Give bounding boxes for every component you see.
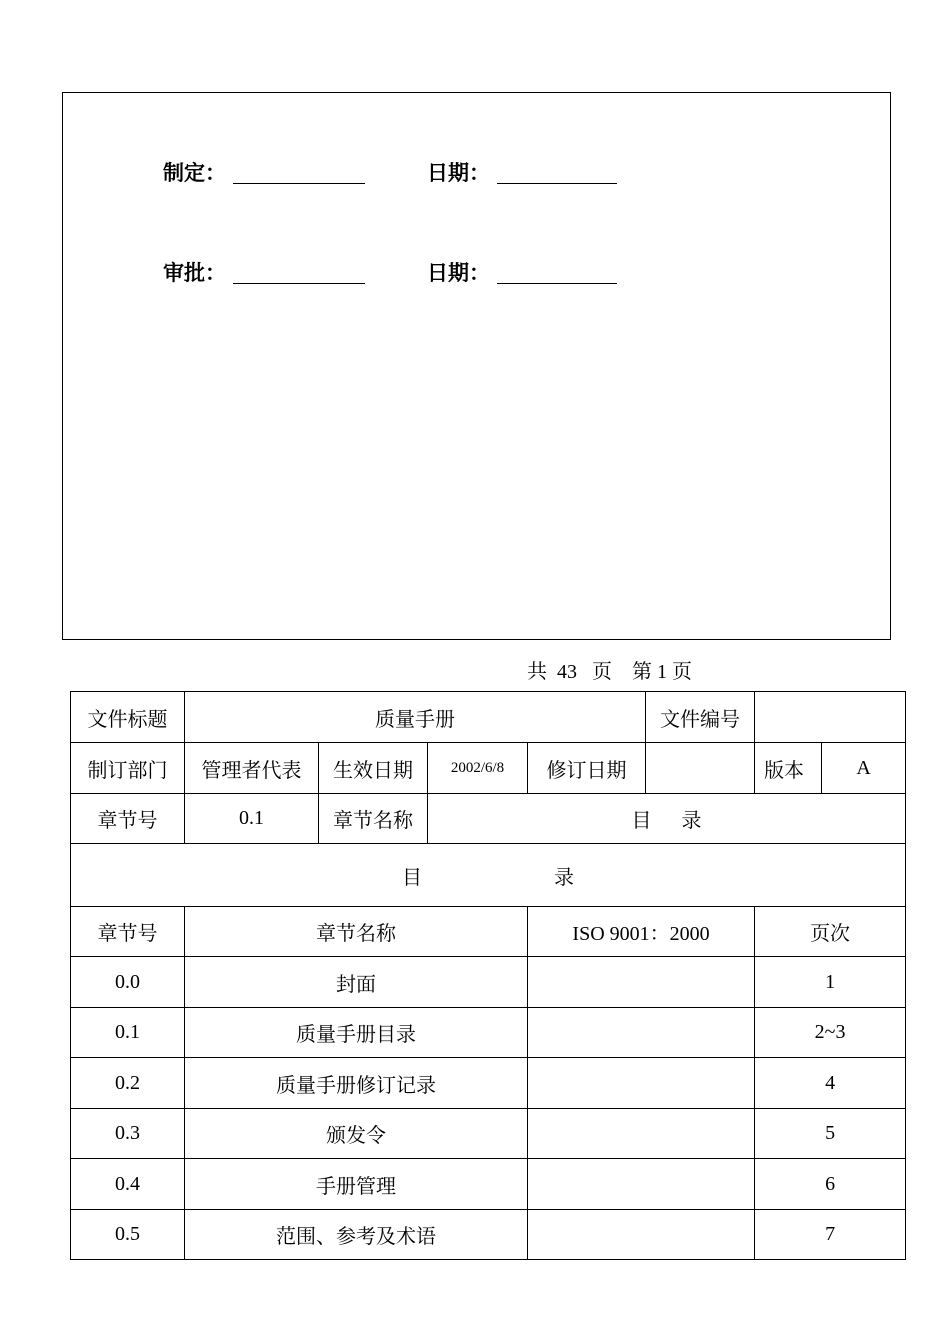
row-no: 0.2 <box>71 1058 185 1109</box>
table-row <box>71 1210 906 1260</box>
version-value: A <box>822 743 906 794</box>
toc-header-row <box>71 907 906 957</box>
title-value: 质量手册 <box>185 692 646 743</box>
revise-date-value <box>646 743 755 794</box>
toc-title <box>71 844 906 907</box>
row-page: 1 <box>755 957 906 1008</box>
row-page: 2~3 <box>755 1008 906 1058</box>
toc-title-right: 录 <box>554 866 575 889</box>
row-no: 0.0 <box>71 957 185 1008</box>
table-row <box>71 957 906 1008</box>
approved-date-label: 日期： <box>427 261 490 285</box>
doc-no-label: 文件编号 <box>646 692 755 743</box>
row-page: 7 <box>755 1210 906 1260</box>
effective-date-value: 2002/6/8 <box>428 743 528 794</box>
row-no: 0.5 <box>71 1210 185 1260</box>
version-label: 版本 <box>755 743 822 794</box>
row-name: 颁发令 <box>185 1109 528 1159</box>
row-page: 5 <box>755 1109 906 1159</box>
section-name-label: 章节名称 <box>319 794 428 844</box>
toc-title-left: 目 <box>402 866 423 889</box>
row-page: 6 <box>755 1159 906 1210</box>
dept-value: 管理者代表 <box>185 743 319 794</box>
header-row-section <box>71 794 906 844</box>
table-row <box>71 1008 906 1058</box>
row-iso <box>528 1210 755 1260</box>
row-name: 范围、参考及术语 <box>185 1210 528 1260</box>
col-iso: ISO 9001：2000 <box>528 907 755 957</box>
title-label: 文件标题 <box>71 692 185 743</box>
table-row <box>71 1159 906 1210</box>
row-name: 质量手册修订记录 <box>185 1058 528 1109</box>
row-name: 质量手册目录 <box>185 1008 528 1058</box>
row-iso <box>528 1058 755 1109</box>
dept-label: 制订部门 <box>71 743 185 794</box>
prepared-date-label: 日期： <box>427 161 490 185</box>
header-row-dept <box>71 743 906 794</box>
revise-date-label: 修订日期 <box>528 743 646 794</box>
approved-label: 审批： <box>163 261 226 285</box>
row-no: 0.1 <box>71 1008 185 1058</box>
row-iso <box>528 1109 755 1159</box>
row-name: 手册管理 <box>185 1159 528 1210</box>
row-no: 0.4 <box>71 1159 185 1210</box>
document-table <box>70 691 906 1260</box>
prepared-signature-line[interactable] <box>233 183 365 184</box>
page-count: 共 43 页 第 1 页 <box>527 661 692 683</box>
approved-date-line[interactable] <box>497 283 617 284</box>
table-row <box>71 1109 906 1159</box>
row-page: 4 <box>755 1058 906 1109</box>
col-section-name: 章节名称 <box>185 907 528 957</box>
row-no: 0.3 <box>71 1109 185 1159</box>
prepared-date-line[interactable] <box>497 183 617 184</box>
effective-date-label: 生效日期 <box>319 743 428 794</box>
section-no-value: 0.1 <box>185 794 319 844</box>
row-iso <box>528 1159 755 1210</box>
approved-signature-line[interactable] <box>233 283 365 284</box>
header-row-title <box>71 692 906 743</box>
section-no-label: 章节号 <box>71 794 185 844</box>
col-page: 页次 <box>755 907 906 957</box>
toc-title-row <box>71 844 906 907</box>
section-name-value: 目 录 <box>428 794 906 844</box>
row-iso <box>528 1008 755 1058</box>
table-row <box>71 1058 906 1109</box>
prepared-label: 制定： <box>163 161 226 185</box>
col-section-no: 章节号 <box>71 907 185 957</box>
row-name: 封面 <box>185 957 528 1008</box>
row-iso <box>528 957 755 1008</box>
signature-box <box>62 92 891 640</box>
doc-no-value <box>755 692 906 743</box>
